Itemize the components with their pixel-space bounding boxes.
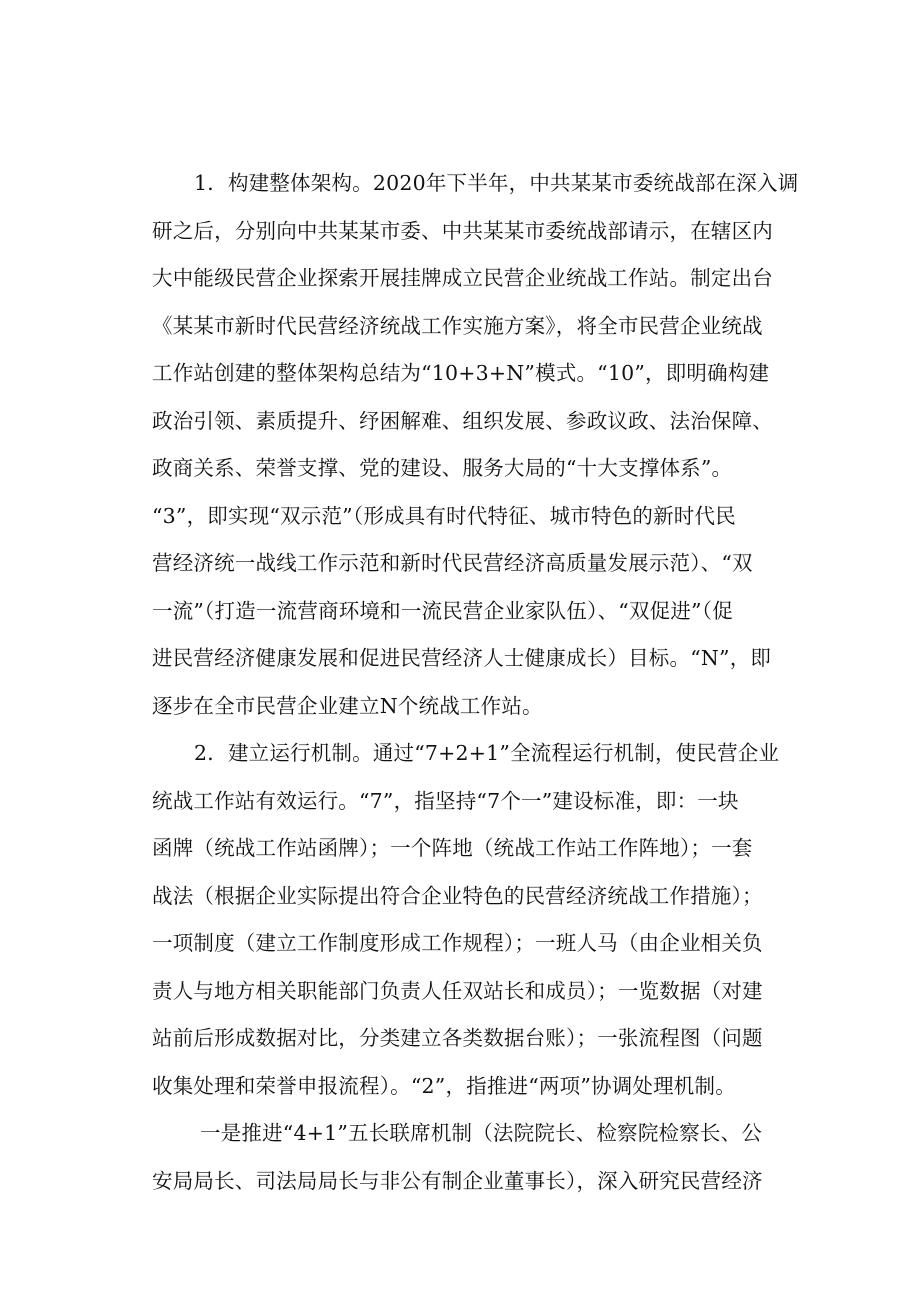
paragraph-1-line-1: 1．构建整体架构。2020年下半年，中共某某市委统战部在深入调 [194,171,799,195]
paragraph-3-line-1: 一是推进“4+1”五长联席机制（法院院长、检察院检察长、公 [200,1121,763,1145]
paragraph-2-line-2: 统战工作站有效运行。“7”，指坚持“7个一”建设标准，即：一块 [152,788,739,813]
paragraph-1-line-12: 逐步在全市民营企业建立N个统战工作站。 [152,693,543,718]
paragraph-3-line-2: 安局局长、司法局局长与非公有制企业董事长），深入研究民营经济 [152,1168,763,1193]
paragraph-1-line-11: 进民营经济健康发展和促进民营经济人士健康成长）目标。“N”，即 [152,646,772,670]
paragraph-1-line-2: 研之后，分别向中共某某市委、中共某某市委统战部请示，在辖区内 [152,218,773,243]
paragraph-2-line-7: 站前后形成数据对比，分类建立各类数据台账）；一张流程图（问题 [152,1026,763,1050]
paragraph-2-line-6: 责人与地方相关职能部门负责人任双站长和成员）；一览数据（对建 [152,978,763,1003]
paragraph-1-line-10: 一流”（打造一流营商环境和一流民营企业家队伍）、“双促进”（促 [152,598,733,623]
paragraph-1-line-4: 《某某市新时代民营经济统战工作实施方案》，将全市民营企业统战 [152,313,763,338]
document-body [152,160,802,1205]
paragraph-2-line-4: 战法（根据企业实际提出符合企业特色的民营经济统战工作措施）； [152,883,763,908]
paragraph-1-line-6: 政治引领、素质提升、纾困解难、组织发展、参政议政、法治保障、 [152,408,773,433]
paragraph-2-line-5: 一项制度（建立工作制度形成工作规程）；一班人马（由企业相关负 [152,931,763,955]
paragraph-1-line-7: 政商关系、荣誉支撑、党的建设、服务大局的“十大支撑体系”。 [152,456,733,480]
paragraph-2-line-1: 2．建立运行机制。通过“7+2+1”全流程运行机制，使民营企业 [194,741,780,765]
paragraph-1-line-9: 营经济统一战线工作示范和新时代民营经济高质量发展示范）、“双 [152,551,753,575]
paragraph-1-line-8: “3”，即实现“双示范”（形成具有时代特征、城市特色的新时代民 [152,503,736,528]
paragraph-2-line-3: 函牌（统战工作站函牌）；一个阵地（统战工作站工作阵地）；一套 [152,836,753,860]
paragraph-2-line-8: 收集处理和荣誉申报流程）。“2”，指推进“两项”协调处理机制。 [152,1073,736,1098]
paragraph-1-line-5: 工作站创建的整体架构总结为“10+3+N”模式。“10”，即明确构建 [152,361,770,385]
paragraph-1-line-3: 大中能级民营企业探索开展挂牌成立民营企业统战工作站。制定出台 [152,266,773,290]
